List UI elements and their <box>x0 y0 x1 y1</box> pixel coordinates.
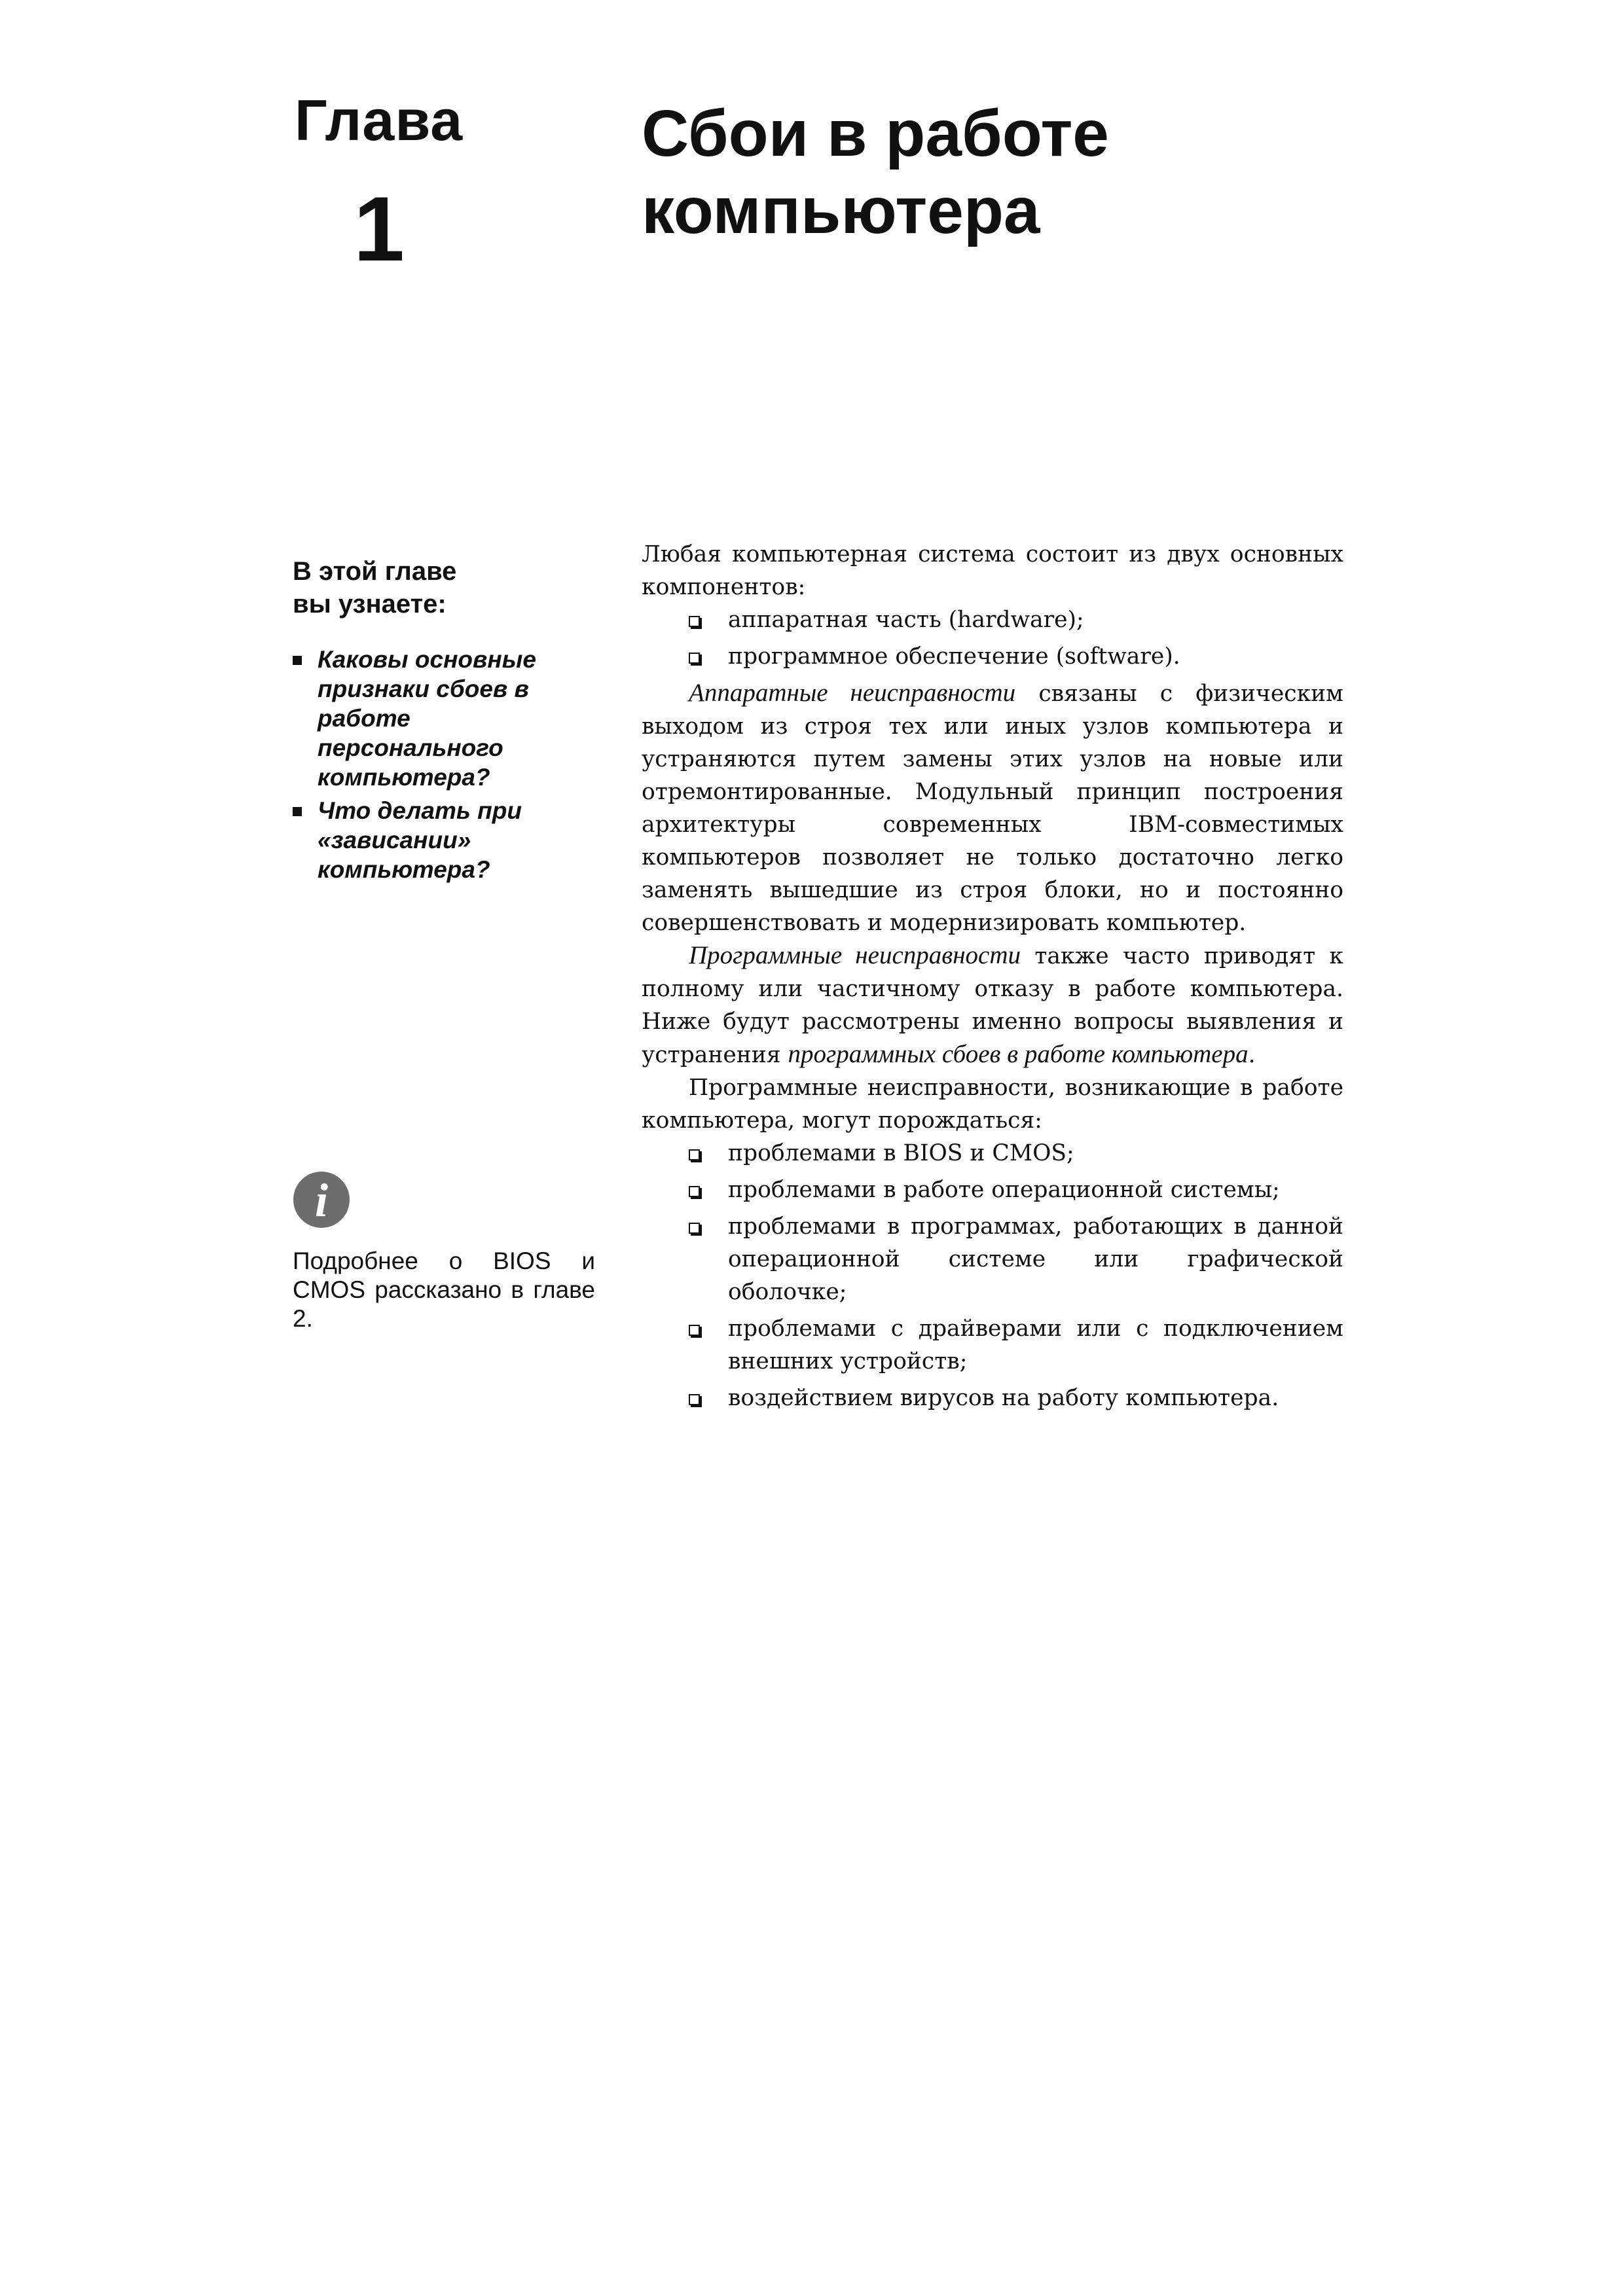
list-item: аппаратная часть (hardware); <box>728 603 1343 636</box>
paragraph-end: . <box>1248 1042 1256 1068</box>
learn-heading <box>293 555 597 620</box>
learn-heading-line2: вы узнаете: <box>293 590 447 619</box>
main-text <box>642 538 1343 1418</box>
paragraph-causes: Программные неисправности, возникающие в работе компьютера, могут порождаться: <box>642 1075 1343 1134</box>
learn-list-item: Каковы основные признаки сбоев в работе персонального компьютера? <box>293 645 597 792</box>
chapter-number: 1 <box>354 177 405 280</box>
paragraph-text: также часто приводят к полному или частичному отказу в работе компьютера. Ниже будут рассмотрены именно вопросы выявления и устранения <box>642 943 1343 1068</box>
emphasis-term: программных сбоев в работе компьютера <box>788 1040 1249 1068</box>
chapter-title <box>642 95 1109 249</box>
list-item: проблемами в BIOS и CMOS; <box>728 1137 1343 1170</box>
side-note: Подробнее о BIOS и CMOS рассказано в главе 2. <box>293 1247 595 1332</box>
chapter-title-line2: компьютера <box>642 174 1040 247</box>
causes-list <box>642 1137 1343 1414</box>
paragraph-hardware <box>642 677 1343 939</box>
list-item: проблемами в работе операционной системы; <box>728 1174 1343 1206</box>
emphasis-term: Программные неисправности <box>689 941 1021 969</box>
list-item: проблемами в программах, работающих в данной операционной системе или графической оболочке; <box>728 1210 1343 1308</box>
list-item: проблемами с драйверами или с подключением внешних устройств; <box>728 1312 1343 1378</box>
chapter-title-line1: Сбои в работе <box>642 97 1109 170</box>
info-icon: i <box>293 1172 350 1228</box>
learn-list-item: Что делать при «зависании» компьютера? <box>293 796 597 884</box>
paragraph-text: связаны с физическим выходом из строя тех или иных узлов компьютера и устраняются путем замены этих узлов на новые или отремонтированные. Модульный принцип построения архитектуры современных IBM-совместимых компьютеров позволяет не только достаточно легко заменять вышедшие из строя блоки, но и постоянно совершенствовать и модернизировать компьютер. <box>642 681 1343 936</box>
list-item: воздействием вирусов на работу компьютера. <box>728 1382 1343 1414</box>
paragraph-software <box>642 939 1343 1071</box>
paragraph-intro: Любая компьютерная система состоит из двух основных компонентов: <box>642 541 1343 600</box>
learn-heading-line1: В этой главе <box>293 557 457 586</box>
emphasis-term: Аппаратные неисправности <box>689 679 1016 707</box>
chapter-label: Глава <box>295 88 464 152</box>
list-item: программное обеспечение (software). <box>728 640 1343 673</box>
components-list <box>642 603 1343 673</box>
learn-list <box>293 645 597 888</box>
